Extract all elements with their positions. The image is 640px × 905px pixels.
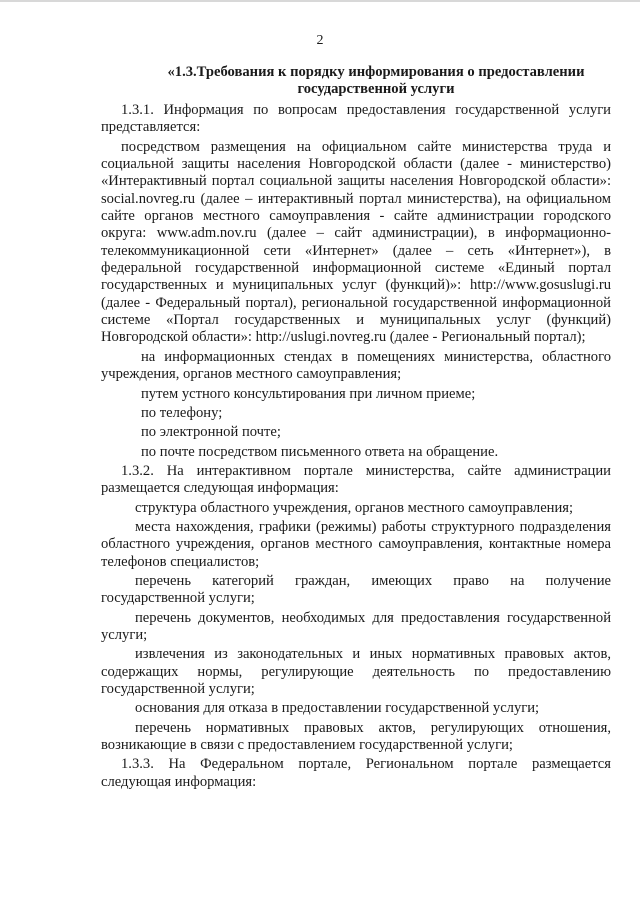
paragraph-1-3-3: 1.3.3. На Федеральном портале, Региональном портале размещается следующая информация:	[101, 756, 611, 790]
paragraph-documents: перечень документов, необходимых для предоставления государственной услуги;	[101, 609, 611, 643]
page-number: 2	[316, 33, 324, 48]
paragraph-categories: перечень категорий граждан, имеющих право на получение государственной услуги;	[101, 572, 611, 607]
paragraph-personal-consultation: путем устного консультирования при личном приеме;	[141, 385, 476, 402]
paragraph-refusal-grounds: основания для отказа в предоставлении государственной услуги;	[135, 700, 540, 717]
paragraph-1-3-1: 1.3.1. Информация по вопросам предоставления государственной услуги представляется:	[101, 102, 611, 136]
paragraph-1-3-2: 1.3.2. На интерактивном портале министерства, сайте администрации размещается следующая информация:	[101, 462, 611, 497]
paragraph-legislation-extracts: извлечения из законодательных и иных нормативных правовых актов, содержащих нормы, регулирующие деятельность по предоставлению государственной услуги;	[101, 646, 611, 697]
paragraph-official-sites: посредством размещения на официальном сайте министерства труда и социальной защиты населения Новгородской области (далее - министерство) «Интерактивный портал социальной защиты населения Новгородской области»: social.novreg.ru (далее – интерактивный портал министерства), на официальном сайте органов местного самоуправления - сайте администрации городского округа: www.adm.nov.ru (далее – сайт администрации), в информационно-телекоммуникационной сети «Интернет» (далее – сеть «Интернет»), в федеральной государственной информационной системе «Единый портал государственных и муниципальных услуг (функций)»: http://www.gosuslugi.ru (далее - Федеральный портал), региональной государственной информационной системе «Портал государственных и муниципальных услуг (функций) Новгородской области»: http://uslugi.novreg.ru (далее - Региональный портал);	[101, 138, 611, 346]
section-heading-line-1: «1.3.Требования к порядку информирования о предоставлении	[167, 64, 585, 80]
document-body	[101, 64, 611, 793]
paragraph-by-post: по почте посредством письменного ответа на обращение.	[141, 443, 499, 460]
paragraph-by-email: по электронной почте;	[141, 424, 281, 441]
section-heading	[101, 64, 611, 98]
paragraph-locations: места нахождения, графики (режимы) работы структурного подразделения областного учреждения, органов местного самоуправления, контактные номера телефонов специалистов;	[101, 518, 611, 570]
paragraph-info-stands: на информационных стендах в помещениях министерства, областного учреждения, органов местного самоуправления;	[101, 348, 611, 383]
scan-edge	[0, 0, 640, 2]
paragraph-by-phone: по телефону;	[141, 404, 223, 421]
paragraph-structure: структура областного учреждения, органов местного самоуправления;	[135, 499, 574, 516]
paragraph-legal-acts: перечень нормативных правовых актов, регулирующих отношения, возникающие в связи с предоставлением государственной услуги;	[101, 719, 611, 754]
section-heading-line-2: государственной услуги	[297, 81, 455, 97]
